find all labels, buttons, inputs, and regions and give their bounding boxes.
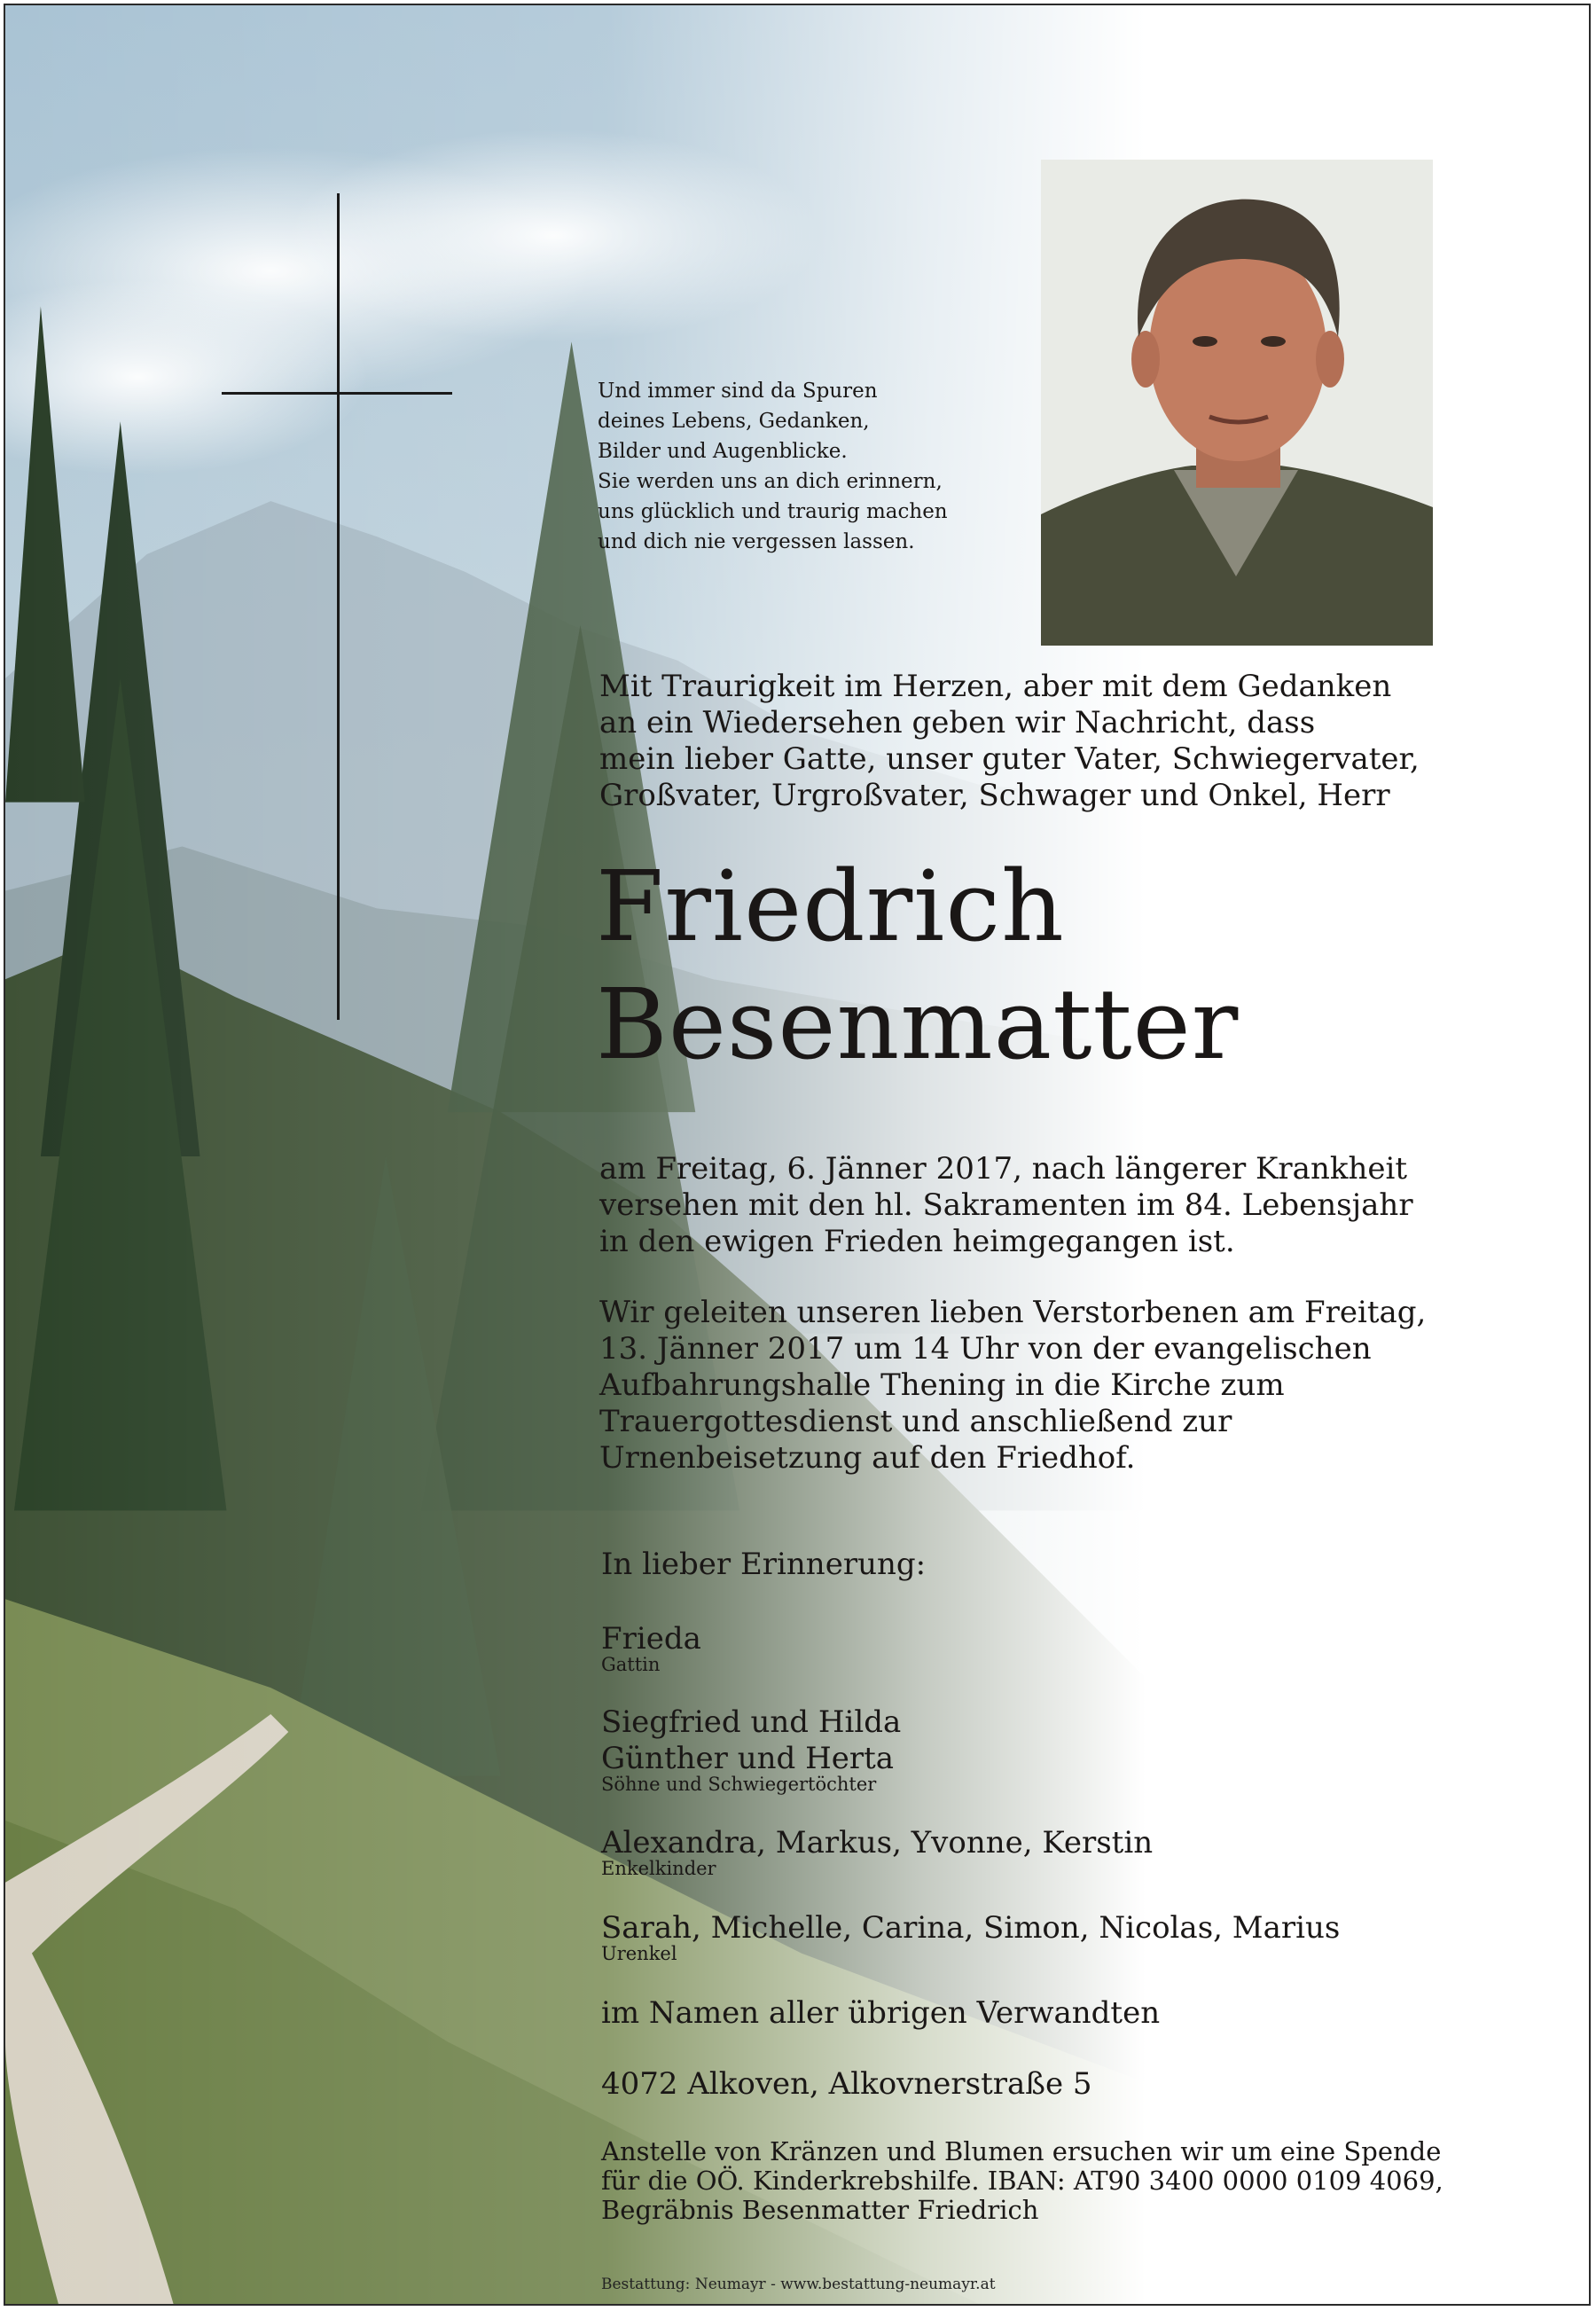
donation-line: Begräbnis Besenmatter Friedrich — [601, 2195, 1039, 2225]
mourner-group — [601, 1704, 901, 1795]
mourner-names: Siegfried und Hilda — [601, 1704, 902, 1740]
mourner-relation: Enkelkinder — [601, 1858, 716, 1879]
funeral-line: Aufbahrungshalle Thening in die Kirche zum — [599, 1367, 1285, 1403]
death-line: in den ewigen Frieden heimgegangen ist. — [599, 1224, 1235, 1259]
intro-line: Mit Traurigkeit im Herzen, aber mit dem Gedanken — [599, 669, 1392, 704]
donation-line: für die OÖ. Kinderkrebshilfe. IBAN: AT90 3400 0000 0109 4069, — [601, 2166, 1443, 2196]
mourner-names: Sarah, Michelle, Carina, Simon, Nicolas, Marius — [601, 1910, 1341, 1946]
funeral-line: 13. Jänner 2017 um 14 Uhr von der evangelischen — [599, 1331, 1372, 1367]
obituary-sheet — [4, 4, 1591, 2306]
last-name: Besenmatter — [596, 967, 1240, 1081]
family-address: 4072 Alkoven, Alkovnerstraße 5 — [601, 2066, 1092, 2102]
first-name: Friedrich — [596, 850, 1065, 963]
poem-line: und dich nie vergessen lassen. — [598, 530, 915, 553]
deceased-name — [596, 848, 1239, 1084]
funeral-details — [599, 1295, 1426, 1477]
funeral-home-credit: Bestattung: Neumayr - www.bestattung-neumayr.at — [601, 2276, 996, 2293]
mourner-names: Frieda — [601, 1621, 701, 1657]
memory-heading: In lieber Erinnerung: — [601, 1547, 927, 1582]
donation-line: Anstelle von Kränzen und Blumen ersuchen wir um eine Spende — [601, 2136, 1442, 2166]
poem-line: Sie werden uns an dich erinnern, — [598, 470, 943, 493]
mourner-group — [601, 1825, 1153, 1879]
mourner-relation: Urenkel — [601, 1943, 677, 1964]
intro-line: Großvater, Urgroßvater, Schwager und Onkel, Herr — [599, 778, 1390, 813]
mourner-names: Alexandra, Markus, Yvonne, Kerstin — [601, 1825, 1154, 1861]
funeral-line: Trauergottesdienst und anschließend zur — [599, 1404, 1232, 1439]
mourner-group — [601, 1910, 1340, 1964]
donation-request — [601, 2137, 1443, 2225]
death-line: am Freitag, 6. Jänner 2017, nach längerer Krankheit — [599, 1151, 1407, 1187]
poem-line: deines Lebens, Gedanken, — [598, 410, 870, 433]
funeral-line: Wir geleiten unseren lieben Verstorbenen am Freitag, — [599, 1295, 1427, 1330]
cross-vertical-bar — [337, 193, 340, 1020]
other-relatives: im Namen aller übrigen Verwandten — [601, 1995, 1161, 2031]
death-notice — [599, 1151, 1413, 1260]
mourner-group — [601, 1621, 701, 1675]
death-line: versehen mit den hl. Sakramenten im 84. Lebensjahr — [599, 1187, 1413, 1223]
cross-horizontal-bar — [222, 392, 452, 395]
intro-line: mein lieber Gatte, unser guter Vater, Schwiegervater, — [599, 741, 1420, 777]
announcement-intro — [599, 669, 1420, 814]
mourner-relation: Söhne und Schwiegertöchter — [601, 1774, 877, 1795]
poem-line: Und immer sind da Spuren — [598, 380, 878, 403]
portrait-photo — [1041, 160, 1433, 646]
poem-line: uns glücklich und traurig machen — [598, 500, 948, 523]
memorial-poem — [598, 376, 1059, 557]
funeral-line: Urnenbeisetzung auf den Friedhof. — [599, 1440, 1136, 1476]
poem-line: Bilder und Augenblicke. — [598, 440, 848, 463]
mourner-names: Günther und Herta — [601, 1741, 895, 1776]
mourner-relation: Gattin — [601, 1654, 661, 1675]
intro-line: an ein Wiedersehen geben wir Nachricht, dass — [599, 705, 1316, 740]
